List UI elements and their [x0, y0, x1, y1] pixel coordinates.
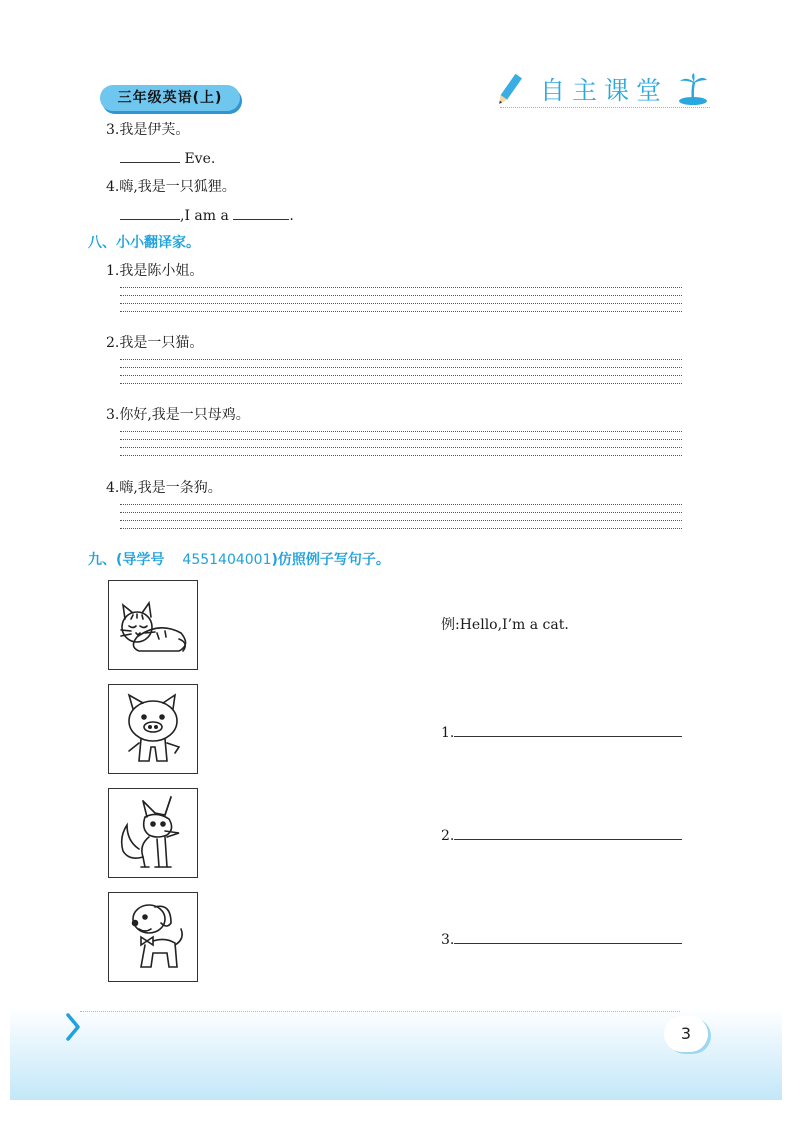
fox-picture — [108, 788, 198, 878]
section-9-title: 九、(导学号 4551404001)仿照例子写句子。 — [88, 552, 390, 568]
pencil-icon — [494, 70, 524, 110]
answer-line-3: Eve. — [120, 148, 215, 169]
answer-line[interactable] — [454, 722, 682, 737]
answer-blank[interactable] — [120, 205, 180, 220]
pig-icon — [109, 685, 197, 773]
dog-icon — [109, 893, 197, 981]
section-8-title: 八、小小翻译家。 — [88, 235, 200, 251]
answer-item-2: 2. — [441, 825, 682, 846]
example-sentence: 例:Hello,I’m a cat. — [441, 617, 569, 633]
book-title-badge: 三年级英语(上) — [100, 85, 240, 111]
dog-picture — [108, 892, 198, 982]
footer-divider — [80, 1011, 680, 1012]
answer-blank[interactable] — [120, 148, 180, 163]
translate-item-2: 2.我是一只猫。 — [106, 335, 204, 351]
answer-line[interactable] — [454, 929, 682, 944]
pig-picture — [108, 684, 198, 774]
translate-item-3: 3.你好,我是一只母鸡。 — [106, 407, 250, 423]
writing-lines[interactable] — [120, 504, 682, 536]
page-number: 3 — [664, 1016, 708, 1052]
answer-item-3: 3. — [441, 929, 682, 950]
answer-item-1: 1. — [441, 722, 682, 743]
question-4: 4.嗨,我是一只狐狸。 — [106, 179, 236, 195]
answer-line[interactable] — [454, 825, 682, 840]
answer-line-4: ,I am a . — [120, 205, 294, 226]
footer-band — [10, 1008, 782, 1100]
translate-item-1: 1.我是陈小姐。 — [106, 263, 204, 279]
fox-icon — [109, 789, 197, 877]
cat-icon — [109, 581, 197, 669]
translate-item-4: 4.嗨,我是一条狗。 — [106, 480, 222, 496]
answer-blank[interactable] — [233, 205, 289, 220]
header-divider — [500, 107, 710, 108]
palm-island-icon — [676, 72, 710, 106]
question-3: 3.我是伊芙。 — [106, 122, 190, 138]
cat-picture — [108, 580, 198, 670]
writing-lines[interactable] — [120, 359, 682, 391]
writing-lines[interactable] — [120, 431, 682, 463]
writing-lines[interactable] — [120, 287, 682, 319]
chevron-right-icon — [66, 1012, 80, 1042]
brand-title: 自主课堂 — [540, 76, 669, 105]
